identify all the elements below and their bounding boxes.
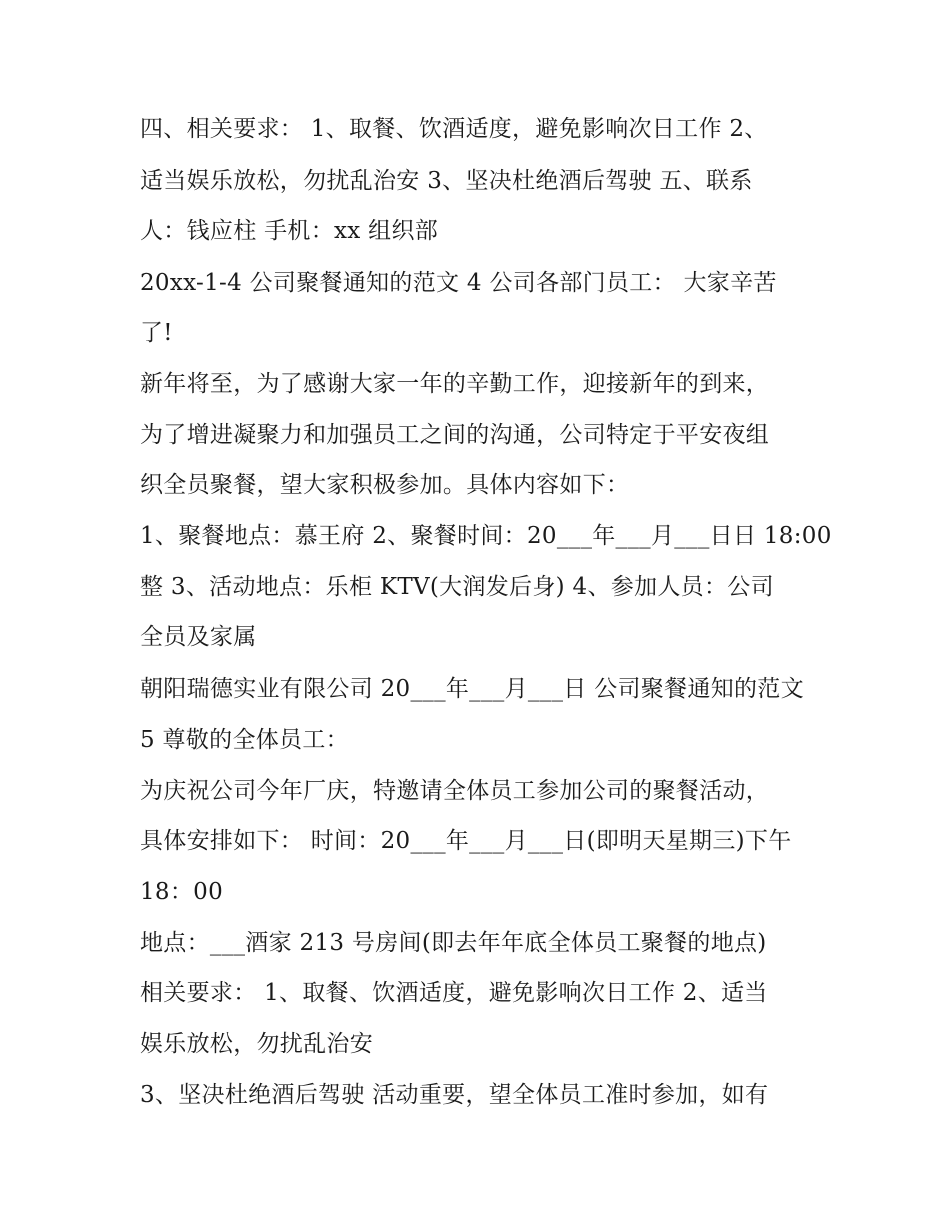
text-line: 3、坚决杜绝酒后驾驶 活动重要，望全体员工准时参加，如有 [140,1082,769,1108]
text-line: 适当娱乐放松，勿扰乱治安 3、坚决杜绝酒后驾驶 五、联系 [140,168,753,194]
text-line: 1、聚餐地点：慕王府 2、聚餐时间：20___年___月___日日 18:00 [140,523,832,549]
text-line: 具体安排如下： 时间：20___年___月___日(即明天星期三)下午 [140,828,792,854]
text-line: 娱乐放松，勿扰乱治安 [140,1031,373,1057]
text-line: 5 尊敬的全体员工： [140,727,349,753]
text-line: 整 3、活动地点：乐柜 KTV(大润发后身) 4、参加人员：公司 [140,574,774,600]
text-line: 人：钱应柱 手机：xx 组织部 [140,218,439,244]
text-line: 织全员聚餐，望大家积极参加。具体内容如下： [140,472,630,498]
text-line: 四、相关要求： 1、取餐、饮酒适度，避免影响次日工作 2、 [140,116,768,142]
text-line: 新年将至，为了感谢大家一年的辛勤工作，迎接新年的到来， [140,371,770,397]
text-line: 20xx-1-4 公司聚餐通知的范文 4 公司各部门员工： 大家辛苦 [140,270,777,296]
text-line: 18：00 [140,879,224,905]
text-line: 地点：___酒家 213 号房间(即去年年底全体员工聚餐的地点) [140,930,767,956]
text-line: 为了增进凝聚力和加强员工之间的沟通，公司特定于平安夜组 [140,422,770,448]
text-line: 为庆祝公司今年厂庆，特邀请全体员工参加公司的聚餐活动， [140,778,770,804]
text-line: 朝阳瑞德实业有限公司 20___年___月___日 公司聚餐通知的范文 [140,676,804,702]
text-line: 相关要求： 1、取餐、饮酒适度，避免影响次日工作 2、适当 [140,980,768,1006]
text-line: 了! [140,320,173,346]
text-line: 全员及家属 [140,624,257,650]
